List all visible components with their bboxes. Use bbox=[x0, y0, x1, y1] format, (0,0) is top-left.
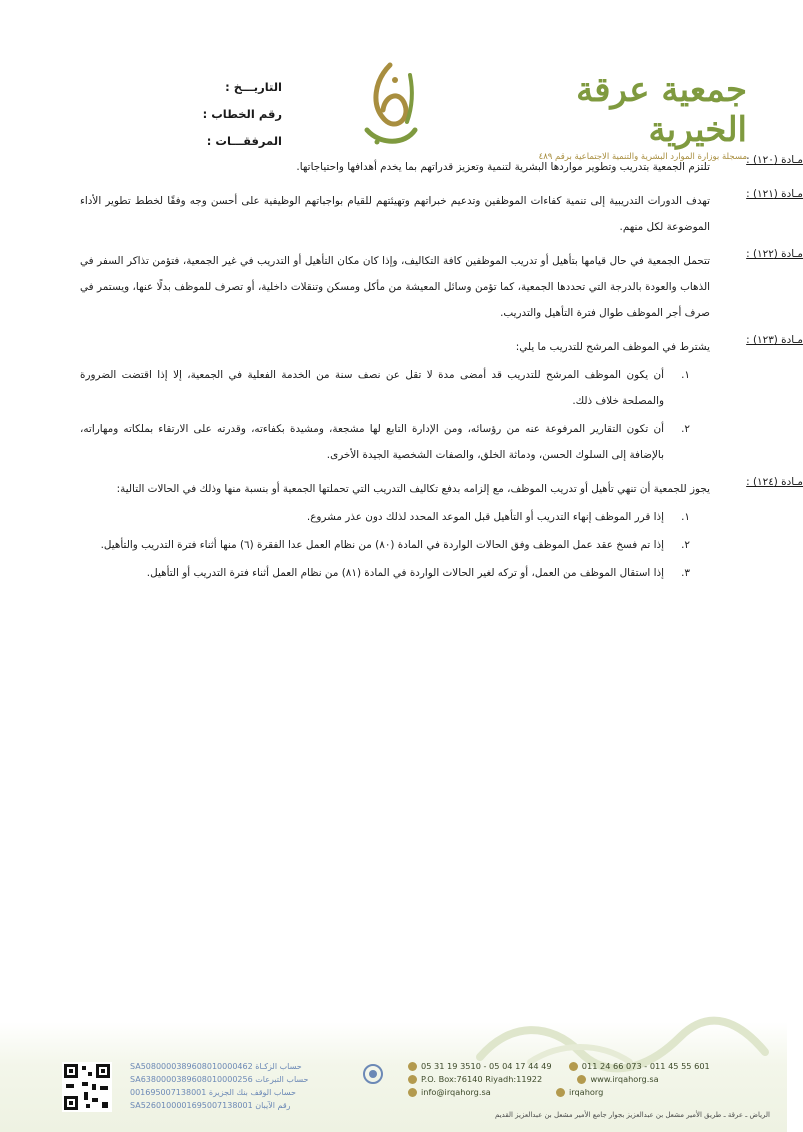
globe-icon bbox=[577, 1075, 586, 1084]
organization-registration: مسجلة بوزارة الموارد البشرية والتنمية الاجتماعية برقم ٤٨٩ bbox=[538, 152, 747, 162]
article-120 bbox=[80, 154, 803, 180]
list-item-text: أن يكون الموظف المرشح للتدريب قد أمضى مدة لا تقل عن نصف سنة من الخدمة الفعلية في الجمعية، إلا إذا اقتضت الضرورة والمصلحة خلاف ذلك. bbox=[80, 369, 664, 407]
qr-code-icon bbox=[62, 1062, 112, 1112]
article-text: يشترط في الموظف المرشح للتدريب ما يلي: bbox=[515, 341, 710, 353]
phone-landline: 011 24 66 073 - 011 45 55 601 bbox=[581, 1061, 710, 1071]
email-icon bbox=[408, 1088, 417, 1097]
account-label: رقم الآيبان bbox=[255, 1101, 291, 1110]
article-label: مـادة (١٢٤) : bbox=[746, 476, 803, 488]
article-123 bbox=[80, 334, 803, 468]
article-label: مـادة (١٢٣) : bbox=[746, 334, 803, 346]
attachments-label: المرفقـــات : bbox=[206, 134, 282, 148]
website[interactable]: www.irqahorg.sa bbox=[590, 1074, 659, 1084]
account-iban: SA5260100001695007138001 bbox=[130, 1101, 253, 1110]
date-label: التاريـــخ : bbox=[225, 80, 282, 94]
article-124 bbox=[80, 476, 803, 586]
list-item-number: ٣. bbox=[681, 567, 690, 579]
phone-icon bbox=[569, 1062, 578, 1071]
address: الرياض ـ عرقة ـ طريق الأمير مشعل بن عبدالعزيز بجوار جامع الأمير مشعل بن عبدالعزيز القديم bbox=[495, 1111, 770, 1119]
list-item-number: ١. bbox=[681, 369, 690, 381]
account-iban: 001695007138001 bbox=[130, 1088, 207, 1097]
mailbox-icon bbox=[408, 1075, 417, 1084]
list-item-text: أن تكون التقارير المرفوعة عنه من رؤسائه، ومن الإدارة التابع لها مشجعة، ومشيدة بكفاءته، وقدرته على الارتقاء بملكاته ومهاراته، بالإضافة إلى السلوك الحسن، ودماثة الخلق، والصفات الشخصية الجيدة الأخرى. bbox=[80, 423, 664, 461]
social-handle[interactable]: irqahorg bbox=[568, 1087, 604, 1097]
list-item bbox=[80, 560, 710, 586]
article-label: مـادة (١٢٠) : bbox=[746, 154, 803, 166]
list-item-number: ٢. bbox=[681, 423, 690, 435]
account-label: حساب التبرعات bbox=[255, 1075, 309, 1084]
list-item-number: ١. bbox=[681, 511, 690, 523]
article-text: تتحمل الجمعية في حال قيامها بتأهيل أو تدريب الموظفين كافة التكاليف، وإذا كان مكان التأهيل أو التدريب في غير الجمعية، فتؤمن تذاكر السفر في الذهاب والعودة بالدرجة التي تحددها الجمعية، كما تؤمن وسائل المعيشة من مأكل ومسكن وتنقلات داخلية، أو تصرف للموظف بدلًا عنها، ويستمر في صرف أجر الموظف طوال فترة التأهيل والتدريب. bbox=[80, 255, 710, 319]
article-text: يجوز للجمعية أن تنهي تأهيل أو تدريب الموظف، مع إلزامه بدفع تكاليف التدريب التي تحملتها الجمعية أو بنسبة منها وذلك في الحالات التالية: bbox=[116, 483, 710, 495]
phone-mobile: 05 31 19 3510 - 05 04 17 44 49 bbox=[421, 1061, 552, 1071]
article-122 bbox=[80, 248, 803, 326]
mobile-icon bbox=[408, 1062, 417, 1071]
bank-logo-icon bbox=[363, 1064, 383, 1084]
po-box: P.O. Box:76140 Riyadh:11922 bbox=[421, 1074, 543, 1084]
anniversary-emblem-icon bbox=[355, 60, 425, 150]
account-row bbox=[130, 1073, 360, 1086]
article-text: تلتزم الجمعية بتدريب وتطوير مواردها البشرية لتنمية وتعزيز قدراتهم بما يخدم أهدافها واحتياجاتها. bbox=[296, 161, 710, 173]
footer-contacts bbox=[408, 1060, 773, 1099]
organization-logo bbox=[507, 70, 747, 162]
article-label: مـادة (١٢١) : bbox=[746, 188, 803, 200]
list-item bbox=[80, 504, 710, 530]
phone-row bbox=[408, 1060, 773, 1073]
account-iban: SA5080000389608010000462 bbox=[130, 1062, 253, 1071]
letter-meta-fields bbox=[162, 80, 282, 150]
bank-accounts bbox=[130, 1060, 360, 1112]
email[interactable]: info@irqahorg.sa bbox=[421, 1087, 491, 1097]
list-item-text: إذا تم فسخ عقد عمل الموظف وفق الحالات الواردة في المادة (٨٠) من نظام العمل عدا الفقرة (٦) منها أثناء فترة التدريب والتأهيل. bbox=[100, 539, 664, 551]
article-text: تهدف الدورات التدريبية إلى تنمية كفاءات الموظفين وتدعيم خبراتهم وتهيئتهم للقيام بواجباتهم الوظيفية على أحسن وجه وفقًا لخطط تطوير الأداء الموضوعة لكل منهم. bbox=[80, 195, 710, 233]
list-item-text: إذا استقال الموظف من العمل، أو تركه لغير الحالات الواردة في المادة (٨١) من نظام العمل أثناء فترة التدريب أو التأهيل. bbox=[146, 567, 664, 579]
social-media-icons bbox=[556, 1088, 565, 1097]
list-item-number: ٢. bbox=[681, 539, 690, 551]
account-label: حساب الزكـاة bbox=[255, 1062, 302, 1071]
account-row bbox=[130, 1099, 360, 1112]
document-body bbox=[80, 154, 803, 594]
email-social-row bbox=[408, 1086, 773, 1099]
letter-number-label: رقم الخطاب : bbox=[202, 107, 282, 121]
account-iban: SA6380000389608010000256 bbox=[130, 1075, 253, 1084]
list-item-text: إذا قرر الموظف إنهاء التدريب أو التأهيل قبل الموعد المحدد لذلك دون عذر مشروع. bbox=[306, 511, 664, 523]
postal-web-row bbox=[408, 1073, 773, 1086]
account-row bbox=[130, 1060, 360, 1073]
list-item bbox=[80, 532, 710, 558]
article-121 bbox=[80, 188, 803, 240]
account-row bbox=[130, 1086, 360, 1099]
account-label: حساب الوقف بنك الجزيرة bbox=[208, 1088, 296, 1097]
article-label: مـادة (١٢٢) : bbox=[746, 248, 803, 260]
list-item bbox=[80, 362, 710, 414]
organization-name: جمعية عرقة الخيرية bbox=[576, 70, 747, 150]
list-item bbox=[80, 416, 710, 468]
